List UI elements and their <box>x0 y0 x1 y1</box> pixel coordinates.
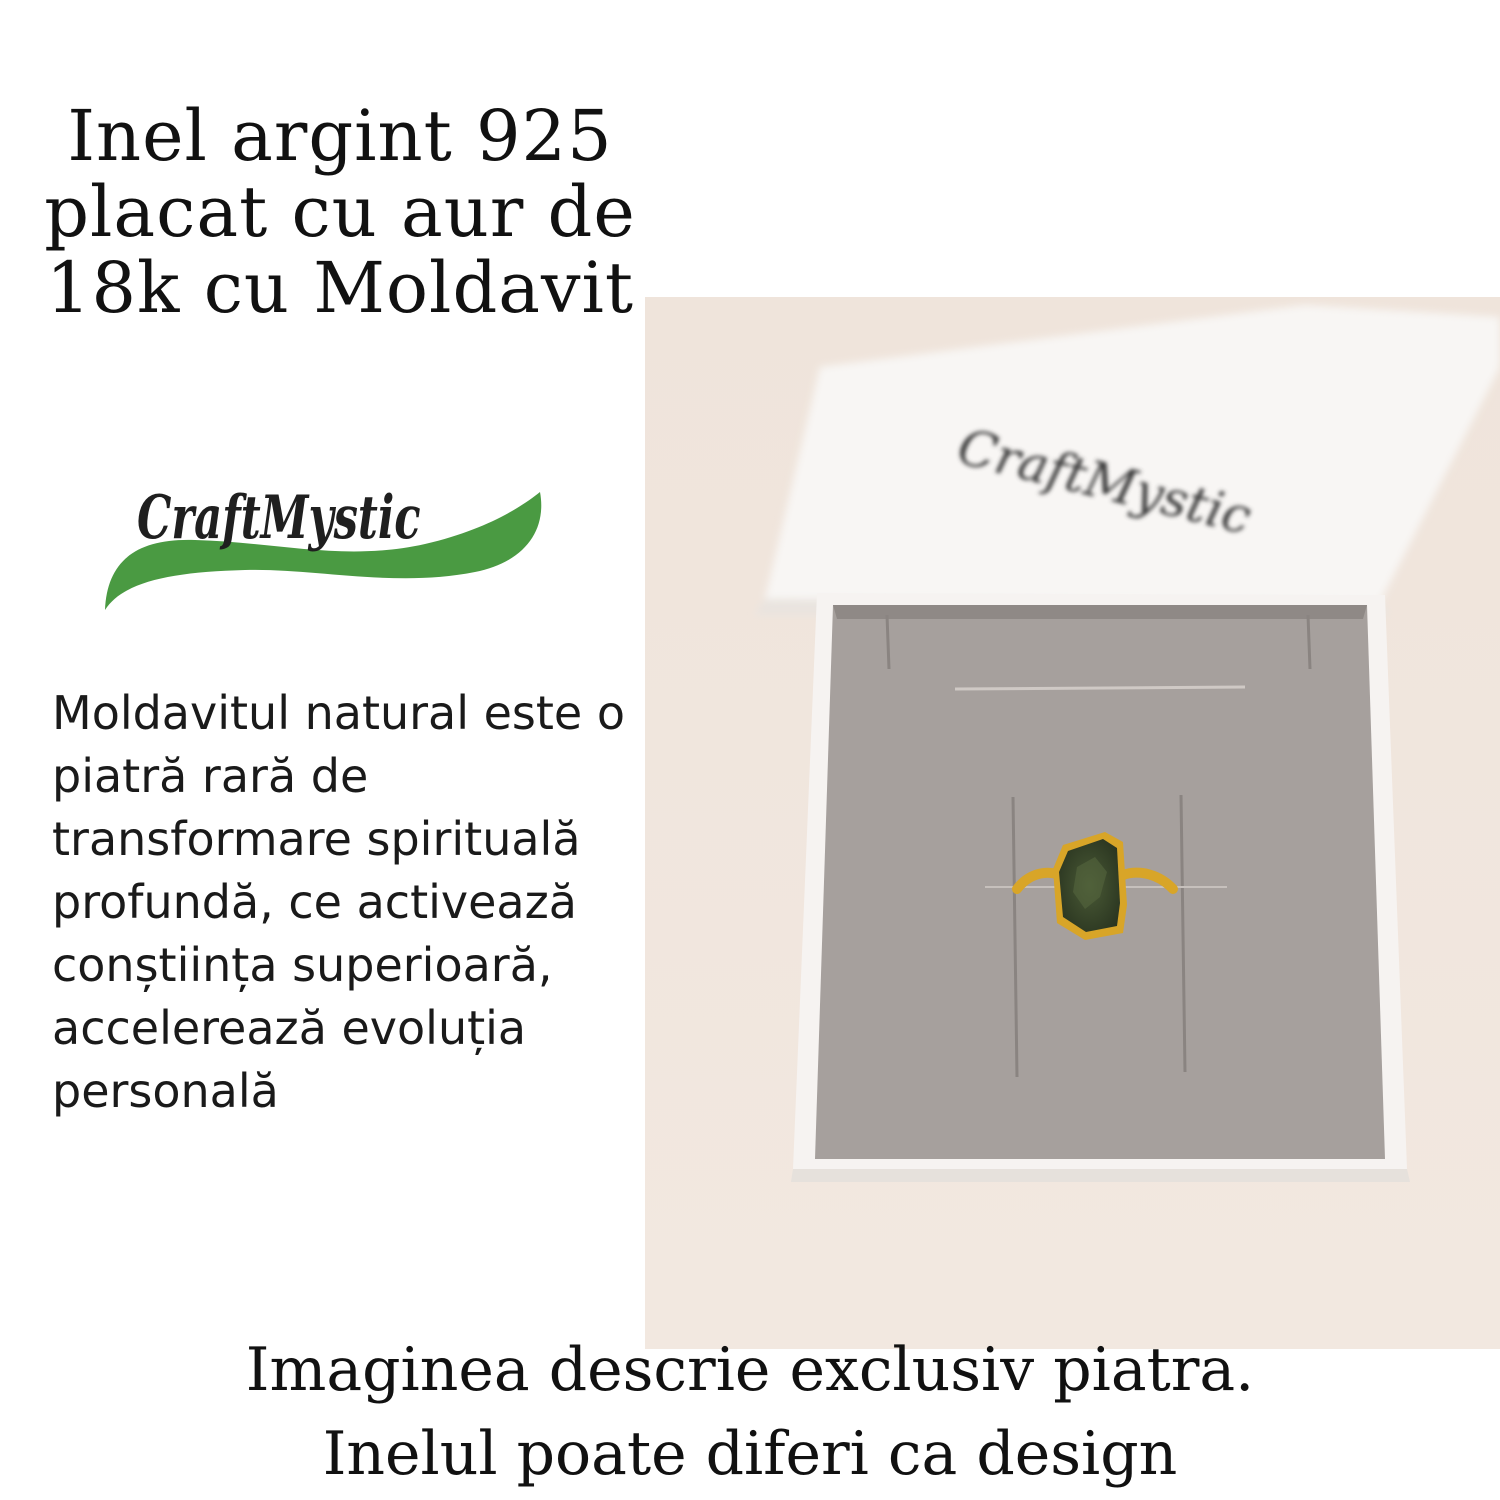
disclaimer-line-1: Imaginea descrie exclusiv piatra. <box>245 1335 1255 1405</box>
brand-logo <box>95 470 545 620</box>
product-title <box>20 95 660 329</box>
box-lid-logo-text: CraftMystic <box>952 417 1257 547</box>
product-title-line-1: Inel argint 925 <box>67 95 613 177</box>
product-title-line-2: placat cu aur de <box>44 171 636 253</box>
logo-text: CraftMystic <box>137 483 421 553</box>
product-description: Moldavitul natural este o piatră rară de transformare spirituală profundă, ce activează conștiința superioară, accelerează evoluția personală <box>52 686 626 1118</box>
disclaimer-line-2: Inelul poate diferi ca design <box>322 1419 1178 1489</box>
design-disclaimer <box>0 1328 1500 1496</box>
product-photo <box>645 297 1500 1349</box>
product-title-line-3: 18k cu Moldavit <box>45 247 635 329</box>
